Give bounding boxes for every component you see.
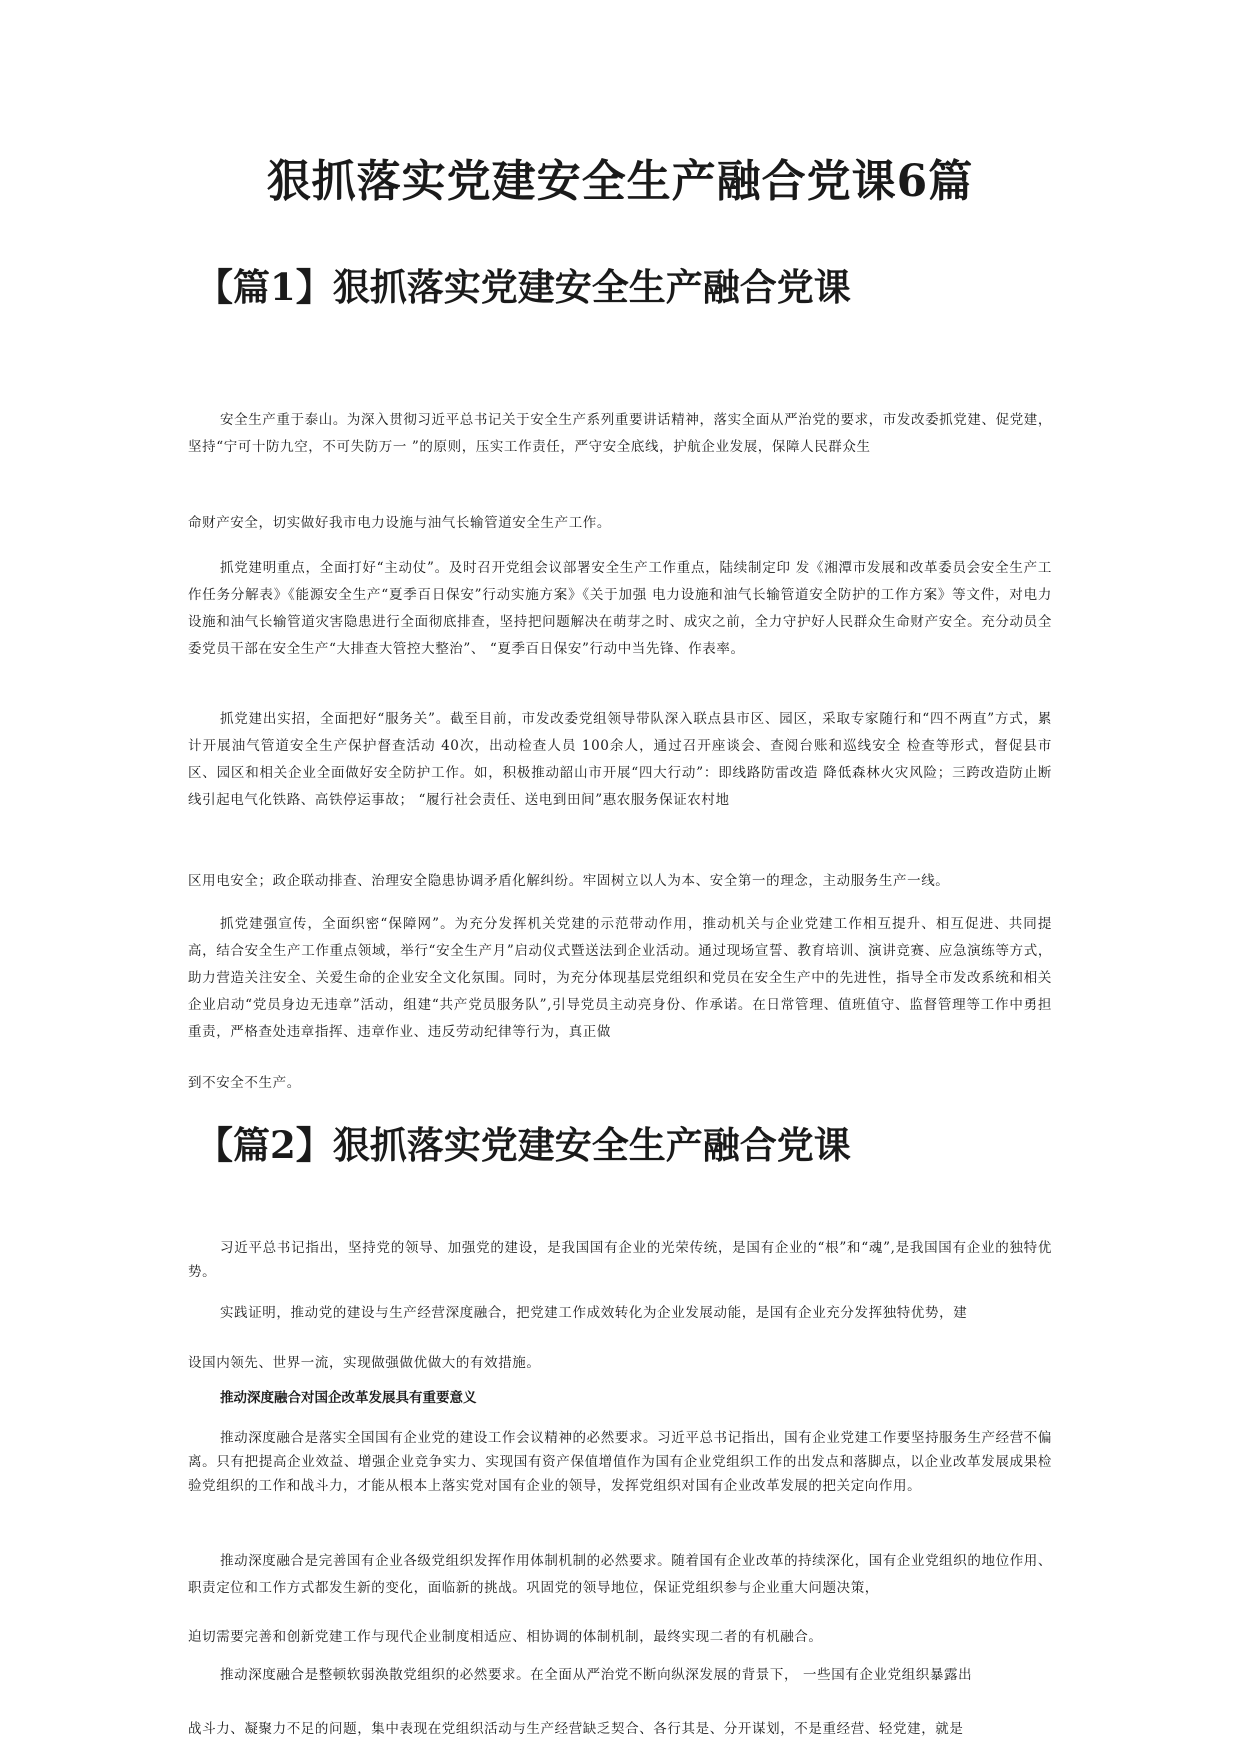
- section-1-paragraph-4: 抓党建出实招，全面把好“服务关”。截至目前，市发改委党组领导带队深入联点县市区、园区，采取专家随行和“四不两直”方式，累计开展油气管道安全生产保护督查活动 40次，出动检查人员 100余人，通过召开座谈会、查阅台账和巡线安全 检查等形式，督促县市区、园区和相关企业全面做好安全防护工作。如，积极推动韶山市开展“四大行动”：即线路防雷改造 降低森林火灾风险；三跨改造防止断线引起电气化铁路、高铁停运事故； “履行社会责任、送电到田间”惠农服务保证农村地: [188, 711, 1052, 808]
- section-2-paragraph-4: 推动深度融合是落实全国国有企业党的建设工作会议精神的必然要求。习近平总书记指出，国有企业党建工作要坚持服务生产经营不偏离。只有把提高企业效益、增强企业竞争实力、实现国有资产保值增值作为国有企业党组织工作的出发点和落脚点，以企业改革发展成果检验党组织的工作和战斗力，才能从根本上落实党对国有企业的领导，发挥党组织对国有企业改革发展的把关定向作用。: [188, 1430, 1052, 1494]
- section-2-subheading: 推动深度融合对国企改革发展具有重要意义: [220, 1390, 477, 1406]
- section-1-paragraph-3: 抓党建明重点，全面打好“主动仗”。及时召开党组会议部署安全生产工作重点，陆续制定印 发《湘潭市发展和改革委员会安全生产工作任务分解表》《能源安全生产“夏季百日保安”行动实施方案》《关于加强 电力设施和油气长输管道安全防护的工作方案》等文件，对电力设施和油气长输管道灾害隐患进行全面彻底排查，坚持把问题解决在萌芽之时、成灾之前，全力守护好人民群众生命财产安全。充分动员全委党员干部在安全生产“大排查大管控大整治”、 “夏季百日保安”行动中当先锋、作表率。: [188, 560, 1052, 657]
- section-2-paragraph-5: 推动深度融合是完善国有企业各级党组织发挥作用体制机制的必然要求。随着国有企业改革的持续深化，国有企业党组织的地位作用、职责定位和工作方式都发生新的变化，面临新的挑战。巩固党的领导地位，保证党组织参与企业重大问题决策，: [188, 1553, 1052, 1596]
- section-2-paragraph-8: 战斗力、凝聚力不足的问题，集中表现在党组织活动与生产经营缺乏契合、各行其是、分开谋划，不是重经营、轻党建，就是: [188, 1721, 964, 1737]
- section-1-paragraph-2: 命财产安全，切实做好我市电力设施与油气长输管道安全生产工作。: [188, 515, 611, 531]
- section-1-heading: 【篇1】狠抓落实党建安全生产融合党课: [196, 265, 851, 309]
- section-1-paragraph-7: 到不安全不生产。: [188, 1075, 301, 1091]
- document-title: 狠抓落实党建安全生产融合党课6篇: [266, 156, 974, 207]
- section-1-paragraph-1: 安全生产重于泰山。为深入贯彻习近平总书记关于安全生产系列重要讲话精神，落实全面从严治党的要求，市发改委抓党建、促党建，坚持“宁可十防九空，不可失防万一 ”的原则，压实工作责任，严守安全底线，护航企业发展，保障人民群众生: [188, 412, 1052, 455]
- section-2-paragraph-1: 习近平总书记指出，坚持党的领导、加强党的建设，是我国国有企业的光荣传统，是国有企业的“根”和“魂”,是我国国有企业的独特优势。: [188, 1240, 1052, 1280]
- section-2-heading: 【篇2】狠抓落实党建安全生产融合党课: [196, 1123, 851, 1167]
- section-1-paragraph-5: 区用电安全；政企联动排查、治理安全隐患协调矛盾化解纠纷。牢固树立以人为本、安全第一的理念，主动服务生产一线。: [188, 873, 950, 889]
- section-2-paragraph-2: 实践证明，推动党的建设与生产经营深度融合，把党建工作成效转化为企业发展动能，是国有企业充分发挥独特优势，建: [220, 1305, 968, 1321]
- section-1-paragraph-6: 抓党建强宣传，全面织密“保障网”。为充分发挥机关党建的示范带动作用，推动机关与企业党建工作相互提升、相互促进、共同提高，结合安全生产工作重点领域，举行“安全生产月”启动仪式暨送法到企业活动。通过现场宣誓、教育培训、演讲竞赛、应急演练等方式，助力营造关注安全、关爱生命的企业安全文化氛围。同时，为充分体现基层党组织和党员在安全生产中的先进性，指导全市发改系统和相关企业启动“党员身边无违章”活动，组建“共产党员服务队”,引导党员主动亮身份、作承诺。在日常管理、值班值守、监督管理等工作中勇担重责，严格查处违章指挥、违章作业、违反劳动纪律等行为，真正做: [188, 916, 1052, 1040]
- section-2-paragraph-3: 设国内领先、世界一流，实现做强做优做大的有效措施。: [188, 1355, 541, 1371]
- section-2-paragraph-7: 推动深度融合是整顿软弱涣散党组织的必然要求。在全面从严治党不断向纵深发展的背景下， 一些国有企业党组织暴露出: [220, 1667, 973, 1683]
- section-2-paragraph-6: 迫切需要完善和创新党建工作与现代企业制度相适应、相协调的体制机制，最终实现二者的有机融合。: [188, 1629, 823, 1645]
